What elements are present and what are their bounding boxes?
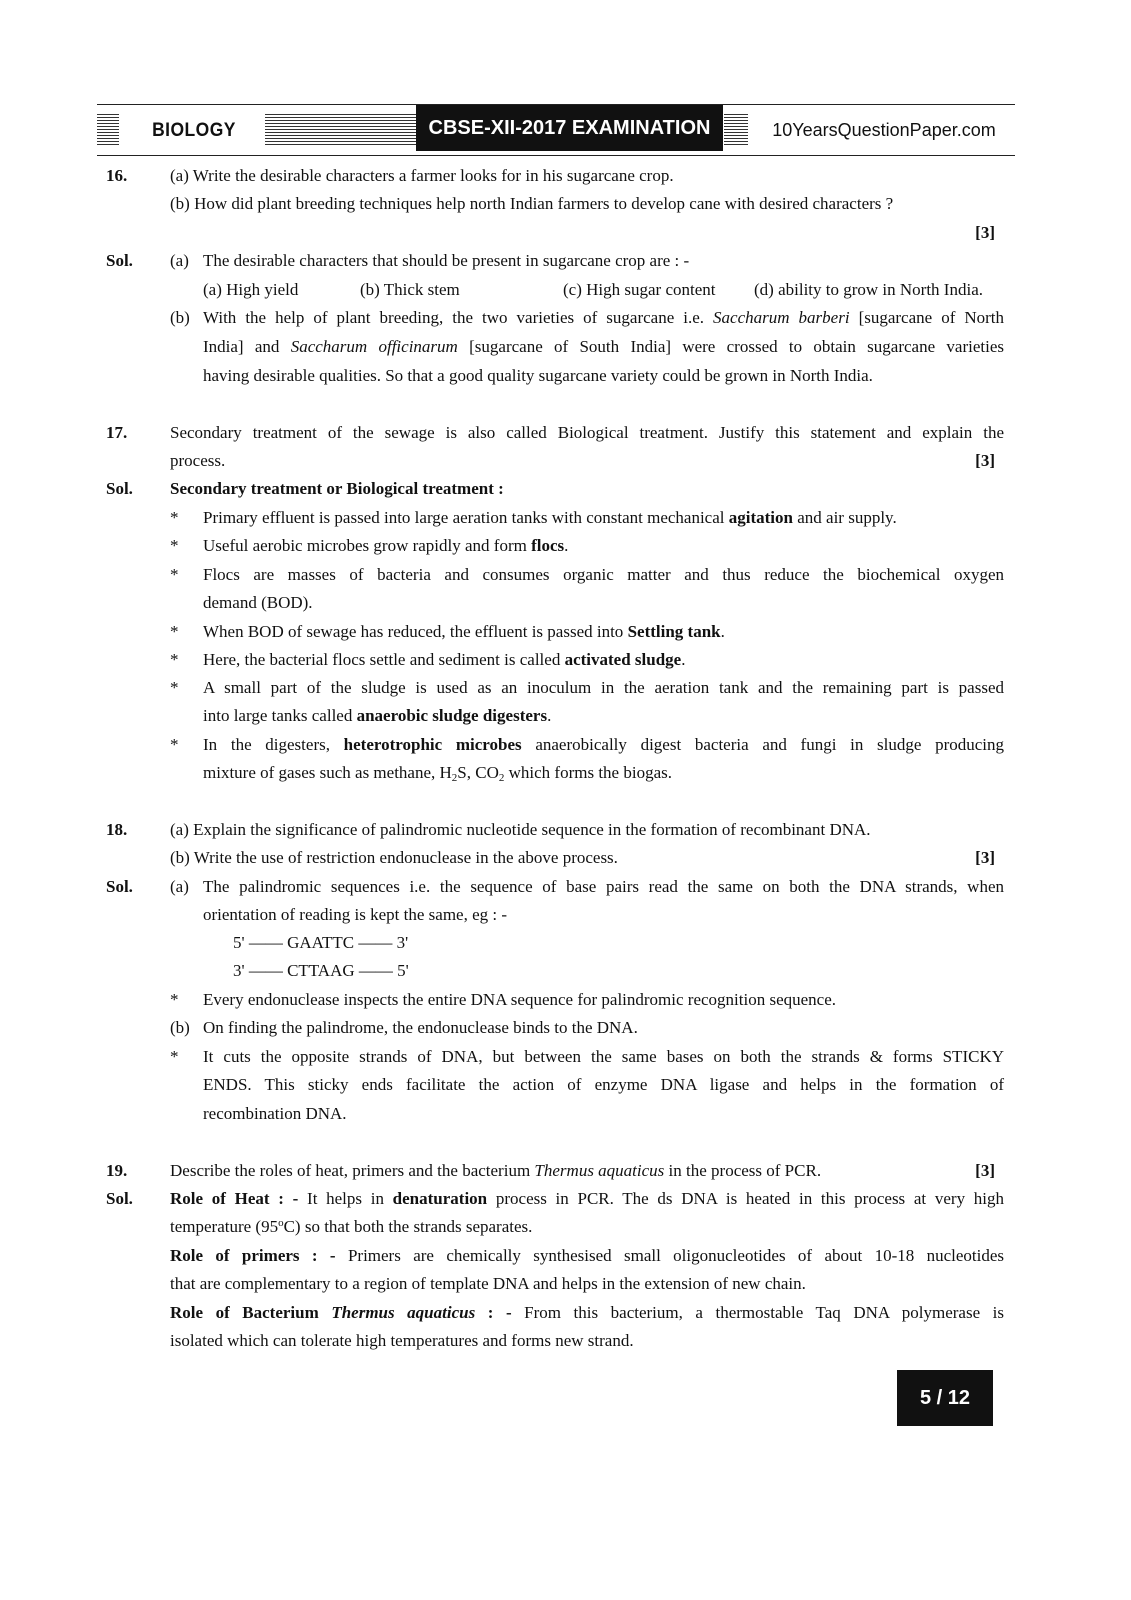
solution-text: Role of primers : - Primers are chemically synthesised small oligonucleotides of about 10-18 nucleotides: [170, 1246, 1005, 1265]
question-text: (b) Write the use of restriction endonuclease in the above process.: [170, 848, 618, 867]
solution-point: Flocs are masses of bacteria and consumes organic matter and thus reduce the biochemical oxygen: [203, 565, 1004, 584]
bullet-star: *: [170, 508, 179, 527]
solution-heading: Secondary treatment or Biological treatment :: [170, 479, 504, 498]
solution-text: India] and Saccharum officinarum [sugarcane of South India] were crossed to obtain sugarcane varieties: [203, 337, 1005, 356]
solution-point: In the digesters, heterotrophic microbes anaerobically digest bacteria and fungi in sludge producing: [203, 735, 1005, 754]
bullet-star: *: [170, 622, 179, 641]
solution-text: Role of Bacterium Thermus aquaticus : - From this bacterium, a thermostable Taq DNA polymerase is: [170, 1303, 1005, 1322]
marks: [3]: [975, 223, 995, 242]
bullet-star: *: [170, 990, 179, 1009]
solution-point: into large tanks called anaerobic sludge digesters.: [203, 706, 552, 725]
solution-point: mixture of gases such as methane, $H_2S$, $CO_2$ which forms the biogas.: [203, 763, 672, 784]
site-name: 10YearsQuestionPaper.com: [772, 120, 996, 140]
header-rule-lines: [97, 114, 119, 147]
question-number: 17.: [106, 423, 128, 442]
option-item: (a) High yield: [203, 280, 299, 299]
solution-point: ENDS. This sticky ends facilitate the action of enzyme DNA ligase and helps in the formation of: [203, 1075, 1004, 1094]
part-label: (a): [170, 251, 189, 270]
question-number: 19.: [106, 1161, 128, 1180]
part-label: (b): [170, 1018, 190, 1037]
solution-label: Sol.: [106, 877, 133, 896]
page-header: [97, 104, 1015, 156]
solution-text: orientation of reading is kept the same, eg : -: [203, 905, 508, 924]
solution-point: It cuts the opposite strands of DNA, but between the same bases on both the strands & forms STICKY: [203, 1047, 1004, 1066]
bullet-star: *: [170, 650, 179, 669]
marks: [3]: [975, 1161, 995, 1180]
marks: [3]: [975, 848, 995, 867]
exam-title: CBSE-XII-2017 EXAMINATION: [416, 105, 723, 151]
solution-point: recombination DNA.: [203, 1104, 347, 1123]
header-bottom-rule: [97, 155, 1015, 156]
solution-label: Sol.: [106, 479, 133, 498]
solution-text: temperature (95$^o$C) so that both the strands separates.: [170, 1217, 533, 1236]
solution-point: A small part of the sludge is used as an inoculum in the aeration tank and the remaining part is passed: [203, 678, 1004, 697]
solution-point: Here, the bacterial flocs settle and sediment is called activated sludge.: [203, 650, 686, 669]
solution-point: Every endonuclease inspects the entire DNA sequence for palindromic recognition sequence.: [203, 990, 837, 1009]
question-text: process.: [170, 451, 226, 470]
bullet-star: *: [170, 678, 179, 697]
marks: [3]: [975, 451, 995, 470]
page-number: 5 / 12: [897, 1370, 993, 1426]
solution-label: Sol.: [106, 251, 133, 270]
part-label: (b): [170, 308, 190, 327]
question-text: (a) Explain the significance of palindromic nucleotide sequence in the formation of recombinant DNA.: [170, 820, 871, 839]
solution-text: that are complementary to a region of template DNA and helps in the extension of new chain.: [170, 1274, 806, 1293]
solution-point: Primary effluent is passed into large aeration tanks with constant mechanical agitation and air supply.: [203, 508, 897, 527]
part-label: (a): [170, 877, 189, 896]
option-item: (b) Thick stem: [360, 280, 460, 299]
dna-sequence: 3' —— CTTAAG —— 5': [233, 961, 409, 980]
solution-point: Useful aerobic microbes grow rapidly and form flocs.: [203, 536, 569, 555]
option-item: (d) ability to grow in North India.: [754, 280, 983, 299]
question-text: Secondary treatment of the sewage is also called Biological treatment. Justify this statement and explain the: [170, 423, 1004, 442]
bullet-star: *: [170, 565, 179, 584]
question-number: 16.: [106, 166, 128, 185]
question-text: (b) How did plant breeding techniques help north Indian farmers to develop cane with desired characters ?: [170, 194, 894, 213]
question-text: (a) Write the desirable characters a farmer looks for in his sugarcane crop.: [170, 166, 674, 185]
dna-sequence: 5' —— GAATTC —— 3': [233, 933, 409, 952]
solution-text: With the help of plant breeding, the two varieties of sugarcane i.e. Saccharum barberi [sugarcane of North: [203, 308, 1005, 327]
header-rule-lines: [724, 114, 748, 147]
option-item: (c) High sugar content: [563, 280, 716, 299]
solution-text: Role of Heat : - It helps in denaturation process in PCR. The ds DNA is heated in this process at very high: [170, 1189, 1005, 1208]
bullet-star: *: [170, 536, 179, 555]
solution-text: having desirable qualities. So that a good quality sugarcane variety could be grown in North India.: [203, 366, 873, 385]
solution-point: On finding the palindrome, the endonuclease binds to the DNA.: [203, 1018, 638, 1037]
solution-text: isolated which can tolerate high temperatures and forms new strand.: [170, 1331, 634, 1350]
question-number: 18.: [106, 820, 128, 839]
question-text: Describe the roles of heat, primers and the bacterium Thermus aquaticus in the process of PCR.: [170, 1161, 822, 1180]
solution-point: demand (BOD).: [203, 593, 313, 612]
bullet-star: *: [170, 735, 179, 754]
solution-text: The desirable characters that should be present in sugarcane crop are : -: [203, 251, 690, 270]
solution-label: Sol.: [106, 1189, 133, 1208]
bullet-star: *: [170, 1047, 179, 1066]
subject-title: BIOLOGY: [152, 120, 236, 141]
header-rule-lines: [265, 114, 417, 147]
solution-text: The palindromic sequences i.e. the sequence of base pairs read the same on both the DNA strands, when: [203, 877, 1004, 896]
solution-point: When BOD of sewage has reduced, the effluent is passed into Settling tank.: [203, 622, 725, 641]
